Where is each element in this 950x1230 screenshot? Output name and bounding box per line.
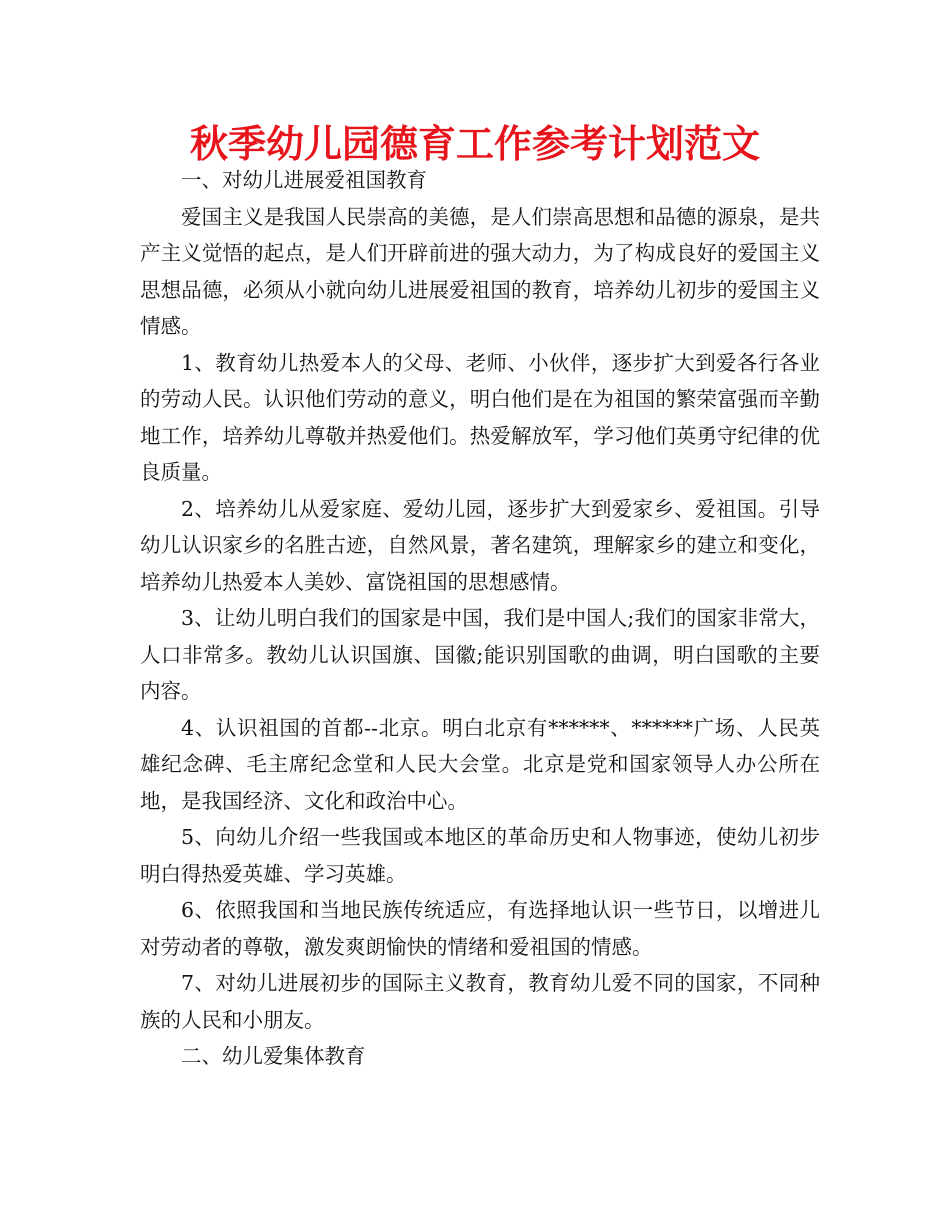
section-heading-2: 二、幼儿爱集体教育 [181,1044,366,1068]
paragraph-item-7: 7、对幼儿进展初步的国际主义教育，教育幼儿爱不同的国家，不同种族的人民和小朋友。 [140,971,820,1032]
section-heading-1: 一、对幼儿进展爱祖国教育 [181,168,427,192]
paragraph-item-2: 2、培养幼儿从爱家庭、爱幼儿园，逐步扩大到爱家乡、爱祖国。引导幼儿认识家乡的名胜古迹，自然风景，著名建筑，理解家乡的建立和变化，培养幼儿热爱本人美妙、富饶祖国的思想感情。 [140,496,820,594]
paragraph-item-4: 4、认识祖国的首都--北京。明白北京有******、******广场、人民英雄纪念碑、毛主席纪念堂和人民大会堂。北京是党和国家领导人办公所在地，是我国经济、文化和政治中心。 [140,715,820,813]
paragraph-item-5: 5、向幼儿介绍一些我国或本地区的革命历史和人物事迹，使幼儿初步明白得热爱英雄、学习英雄。 [140,825,820,886]
paragraph-item-1: 1、教育幼儿热爱本人的父母、老师、小伙伴，逐步扩大到爱各行各业的劳动人民。认识他们劳动的意义，明白他们是在为祖国的繁荣富强而辛勤地工作，培养幼儿尊敬并热爱他们。热爱解放军，学习他们英勇守纪律的优良质量。 [140,350,820,484]
paragraph-item-6: 6、依照我国和当地民族传统适应，有选择地认识一些节日，以增进儿对劳动者的尊敬，激发爽朗愉快的情绪和爱祖国的情感。 [140,898,820,959]
paragraph-intro: 爱国主义是我国人民崇高的美德，是人们崇高思想和品德的源泉，是共产主义觉悟的起点，是人们开辟前进的强大动力，为了构成良好的爱国主义思想品德，必须从小就向幼儿进展爱祖国的教育，培养幼儿初步的爱国主义情感。 [140,204,820,338]
document-body [140,162,820,1075]
document-title: 秋季幼儿园德育工作参考计划范文 [189,122,760,166]
paragraph-item-3: 3、让幼儿明白我们的国家是中国，我们是中国人;我们的国家非常大，人口非常多。教幼儿认识国旗、国徽;能识别国歌的曲调，明白国歌的主要内容。 [140,606,820,703]
